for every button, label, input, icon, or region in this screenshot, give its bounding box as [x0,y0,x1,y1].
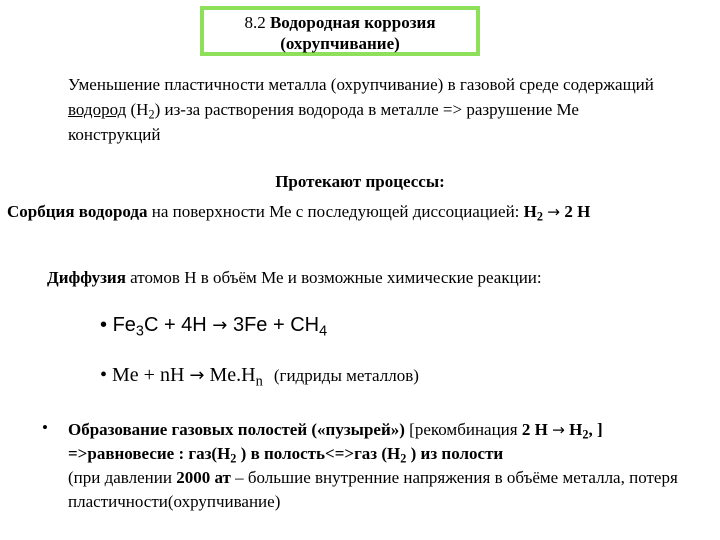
reaction-1-right: 3Fe + CH [227,314,320,336]
gas-2h: 2 H [521,420,553,439]
right-arrow-icon: → [189,365,205,386]
gas-sub-1: 2 [582,427,589,442]
sorption-text: на поверхности Ме с последующей диссоциацией: [147,202,524,221]
reaction-2-right: Me.H [204,364,256,386]
intro-paragraph [68,72,668,147]
bullet-icon: • [42,418,48,437]
gas-pressure-text: при давлении [73,468,177,487]
gas-out-cavity: ) из полости [406,444,504,463]
gas-consequence-text: – большие внутренние напряжения в объёме металла, потеря пластичности(охрупчивание) [68,468,678,511]
diffusion-line [47,268,707,288]
reaction-1-fe: Fe [112,314,136,336]
title-line-1 [204,12,476,33]
reaction-2-note: (гидриды металлов) [273,366,419,385]
gas-sub-3: 2 [400,451,407,466]
right-arrow-icon: → [552,421,565,439]
gas-lead: Образование газовых полостей («пузырей») [68,420,405,439]
gas-sub-2: 2 [230,451,237,466]
right-arrow-icon: → [547,203,561,221]
sorption-lead: Сорбция водорода [7,202,148,221]
gas-cavities-paragraph [68,418,708,514]
bullet-icon: • [100,314,108,336]
gas-paren: ( [68,468,74,487]
reaction-2-left: Me + nH [112,364,190,386]
reaction-1 [100,314,328,340]
section-title: Водородная коррозия [269,13,436,32]
intro-subscript: 2 [148,107,155,122]
reaction-1-right-sub: 4 [319,323,328,340]
sorption-formula-right: 2 H [564,202,591,221]
intro-text-1: Уменьшение пластичности металла (охрупчивание) в газовой среде содержащий [68,75,654,94]
reaction-1-fe-sub: 3 [135,323,144,340]
reaction-1-left: C + 4H [143,314,213,336]
sorption-formula-left: H [523,202,537,221]
section-number: 8.2 [244,13,266,32]
gas-h2: H [564,420,583,439]
intro-hydrogen-word: водород [68,100,127,119]
intro-text-3: ) из-за растворения водорода в металле => разрушение Ме конструкций [68,100,579,144]
right-arrow-icon: → [212,315,228,336]
reaction-2-right-sub: n [255,373,263,390]
gas-equilibrium: , ] =>равновесие : газ(H [68,420,603,463]
gas-text-1: [рекомбинация [404,420,522,439]
gas-into-cavity: ) в полость<=>газ (H [236,444,401,463]
diffusion-lead: Диффузия [47,268,126,287]
reaction-2 [100,364,419,390]
section-subtitle: (охрупчивание) [280,34,400,53]
bullet-icon: • [100,364,108,386]
diffusion-text: атомов H в объём Ме и возможные химические реакции: [125,268,542,287]
processes-heading: Протекают процессы: [275,172,445,191]
gas-pressure-value: 2000 ат [176,468,231,487]
title-box [200,6,480,56]
sorption-formula-sub: 2 [536,209,544,224]
intro-text-2: (H [126,100,149,119]
sorption-line [7,202,717,222]
